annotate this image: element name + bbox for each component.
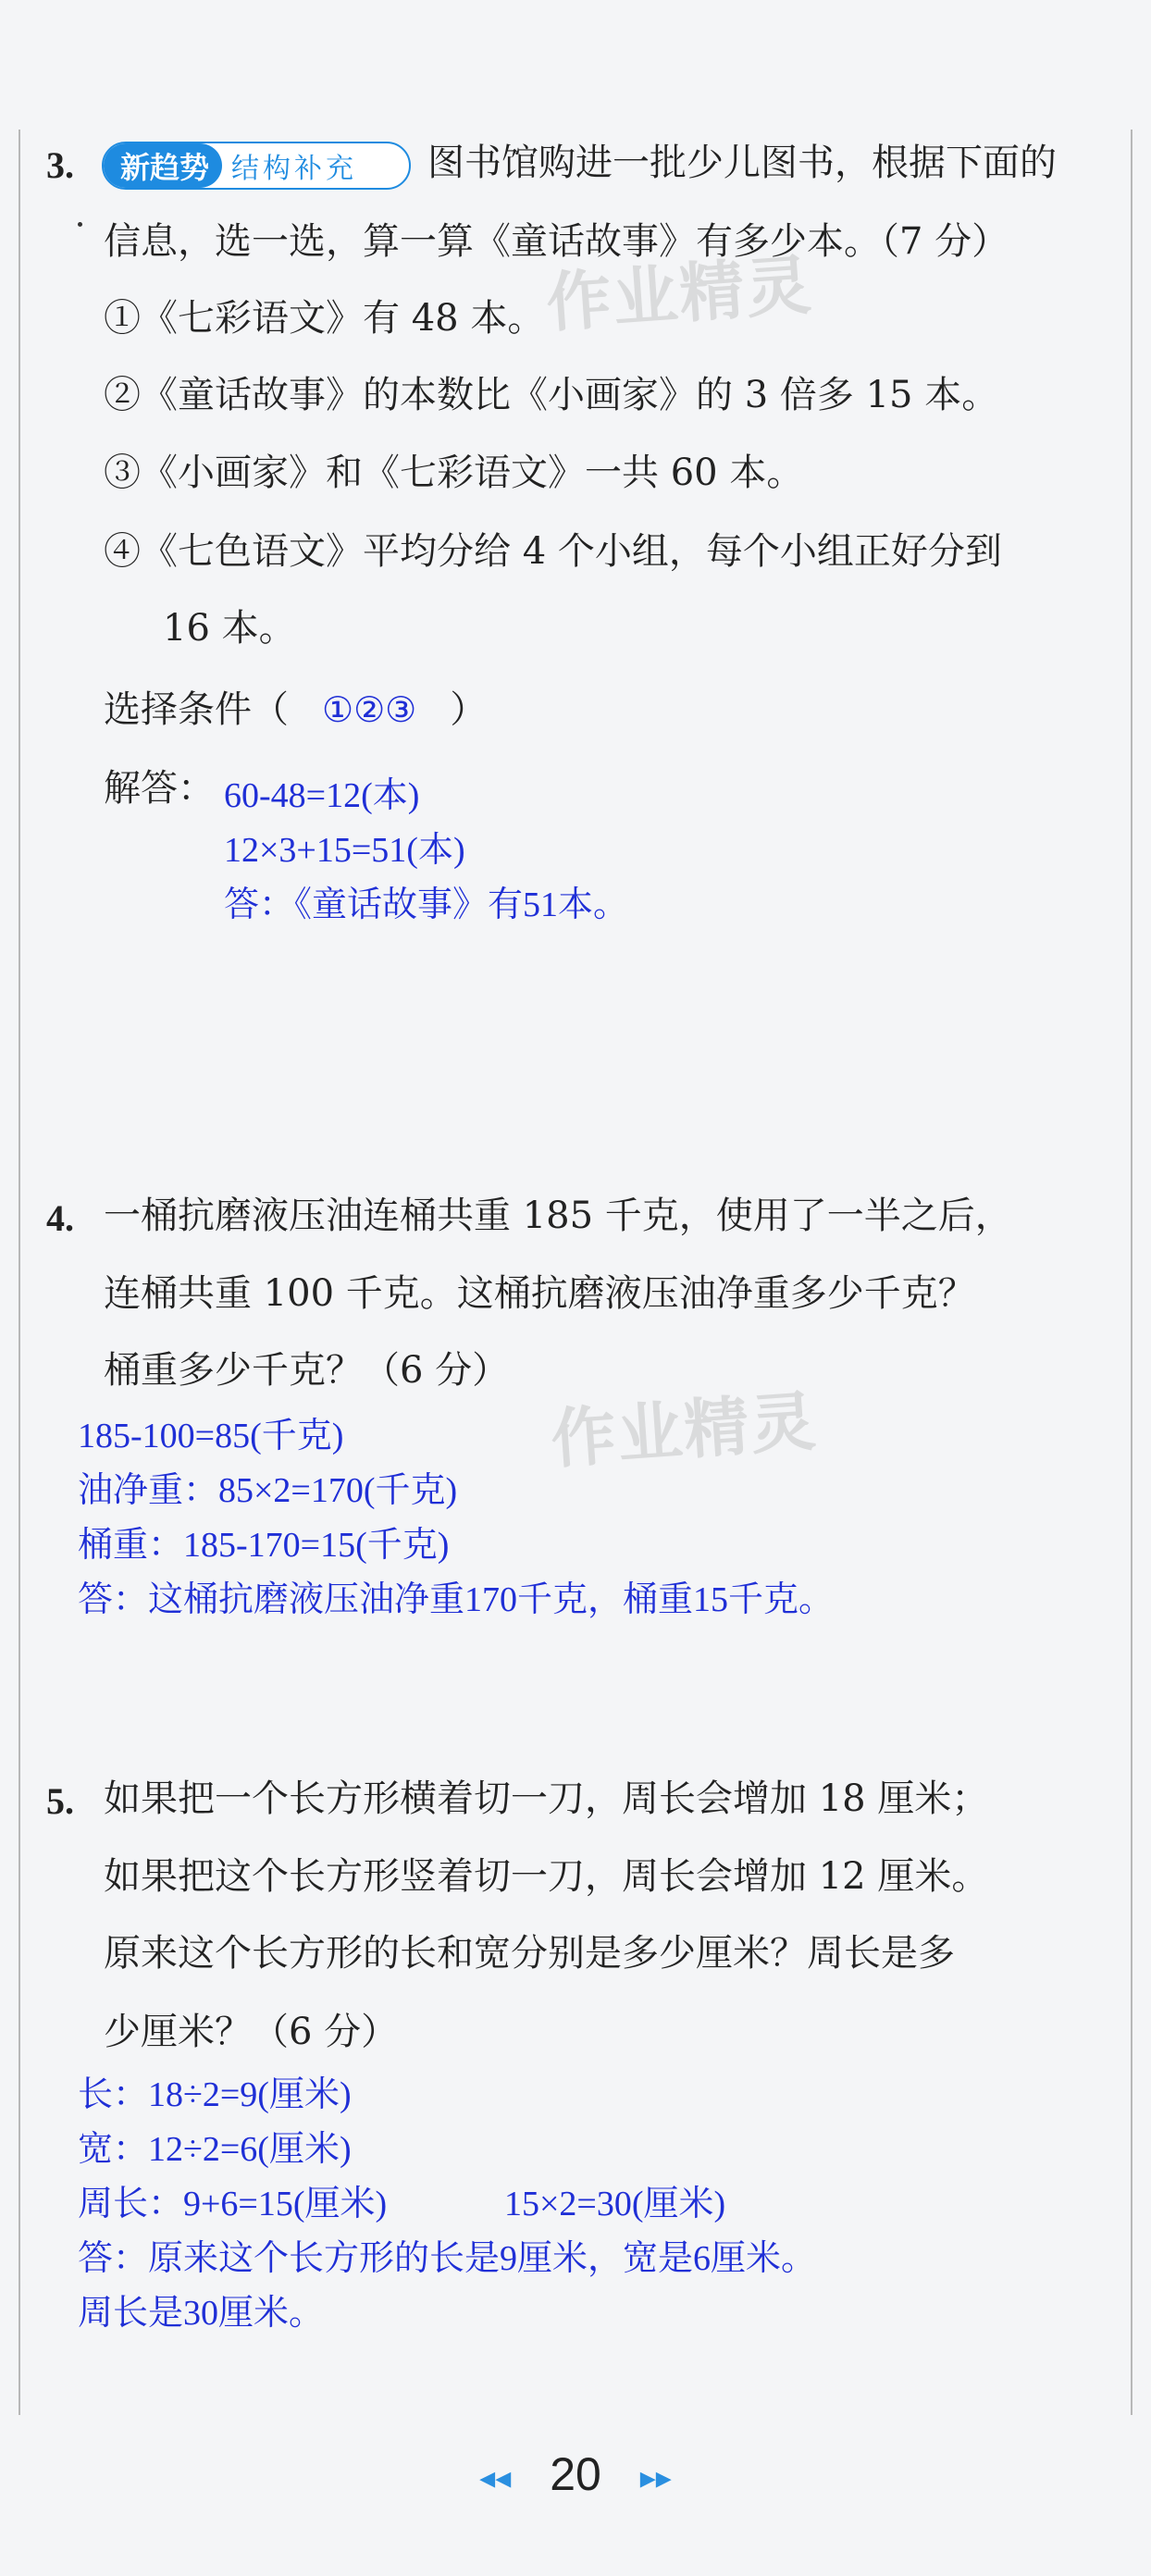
select-close: ） — [450, 688, 488, 731]
q4-answer-conclusion: 答：这桶抗磨液压油净重170千克，桶重15千克。 — [78, 1580, 835, 1619]
q3-item-4: ④《七色语文》平均分给 4 个小组，每个小组正好分到 — [104, 530, 1002, 573]
right-margin-rule — [1131, 130, 1132, 2415]
q3-item-1: ①《七彩语文》有 48 本。 — [104, 297, 545, 340]
q4-text-line-2: 连桶共重 100 千克。这桶抗磨液压油净重多少千克？ — [104, 1272, 975, 1315]
badge-main-label: 新趋势 — [104, 143, 222, 188]
question-3-number: 3. — [46, 144, 74, 186]
margin-dot — [78, 222, 82, 227]
q5-answer-conclusion-1: 答：原来这个长方形的长是9厘米，宽是6厘米。 — [78, 2239, 817, 2278]
page-footer — [0, 2447, 1151, 2501]
q4-answer-step-3: 桶重：185-170=15(千克) — [78, 1526, 450, 1565]
q3-item-4-continued: 16 本。 — [163, 607, 296, 650]
question-5-number: 5. — [46, 1780, 74, 1822]
double-left-arrow-icon[interactable]: ◂◂ — [479, 2459, 512, 2496]
selected-conditions: ①②③ — [322, 689, 417, 730]
double-right-arrow-icon[interactable]: ▸▸ — [639, 2459, 672, 2496]
watermark-logo: 作业精灵 — [543, 247, 815, 341]
q5-text-line-2: 如果把这个长方形竖着切一刀，周长会增加 12 厘米。 — [104, 1855, 989, 1898]
q3-select-row — [104, 687, 487, 732]
badge-sub-label: 结构补充 — [231, 153, 358, 185]
q3-text-line-1: 图书馆购进一批少儿图书，根据下面的 — [427, 142, 1057, 184]
watermark-logo: 作业精灵 — [548, 1383, 820, 1478]
left-margin-rule — [19, 130, 20, 2415]
q5-answer-half-perimeter: 周长：9+6=15(厘米) — [78, 2185, 388, 2223]
q3-item-3: ③《小画家》和《七彩语文》一共 60 本。 — [104, 452, 804, 494]
q4-text-line-1: 一桶抗磨液压油连桶共重 185 千克，使用了一半之后， — [104, 1195, 1012, 1237]
new-trend-badge — [102, 142, 411, 190]
q5-answer-conclusion-2: 周长是30厘米。 — [78, 2294, 325, 2333]
q5-text-line-3: 原来这个长方形的长和宽分别是多少厘米？周长是多 — [104, 1932, 955, 1975]
q3-answer-step-1: 60-48=12(本) — [224, 776, 420, 815]
q4-answer-step-1: 185-100=85(千克) — [78, 1417, 344, 1455]
q3-answer-step-2: 12×3+15=51(本) — [224, 831, 465, 870]
q5-text-line-1: 如果把一个长方形横着切一刀，周长会增加 18 厘米； — [104, 1777, 989, 1820]
page-number: 20 — [550, 2448, 601, 2500]
q3-text-line-2: 信息，选一选，算一算《童话故事》有多少本。（7 分） — [104, 220, 1009, 263]
q5-answer-width: 宽：12÷2=6(厘米) — [78, 2130, 352, 2169]
q5-answer-length: 长：18÷2=9(厘米) — [78, 2075, 352, 2114]
q4-answer-step-2: 油净重：85×2=170(千克) — [78, 1471, 458, 1510]
q5-answer-perimeter: 15×2=30(厘米) — [504, 2185, 726, 2223]
q3-answer-conclusion: 答：《童话故事》有51本。 — [224, 886, 629, 924]
q4-text-line-3: 桶重多少千克？（6 分） — [104, 1349, 510, 1392]
select-label: 选择条件（ — [104, 688, 289, 731]
q3-item-2: ②《童话故事》的本数比《小画家》的 3 倍多 15 本。 — [104, 374, 999, 416]
q3-answer-label: 解答： — [104, 767, 215, 810]
question-4-number: 4. — [46, 1197, 74, 1239]
q5-text-line-4: 少厘米？（6 分） — [104, 2011, 399, 2053]
